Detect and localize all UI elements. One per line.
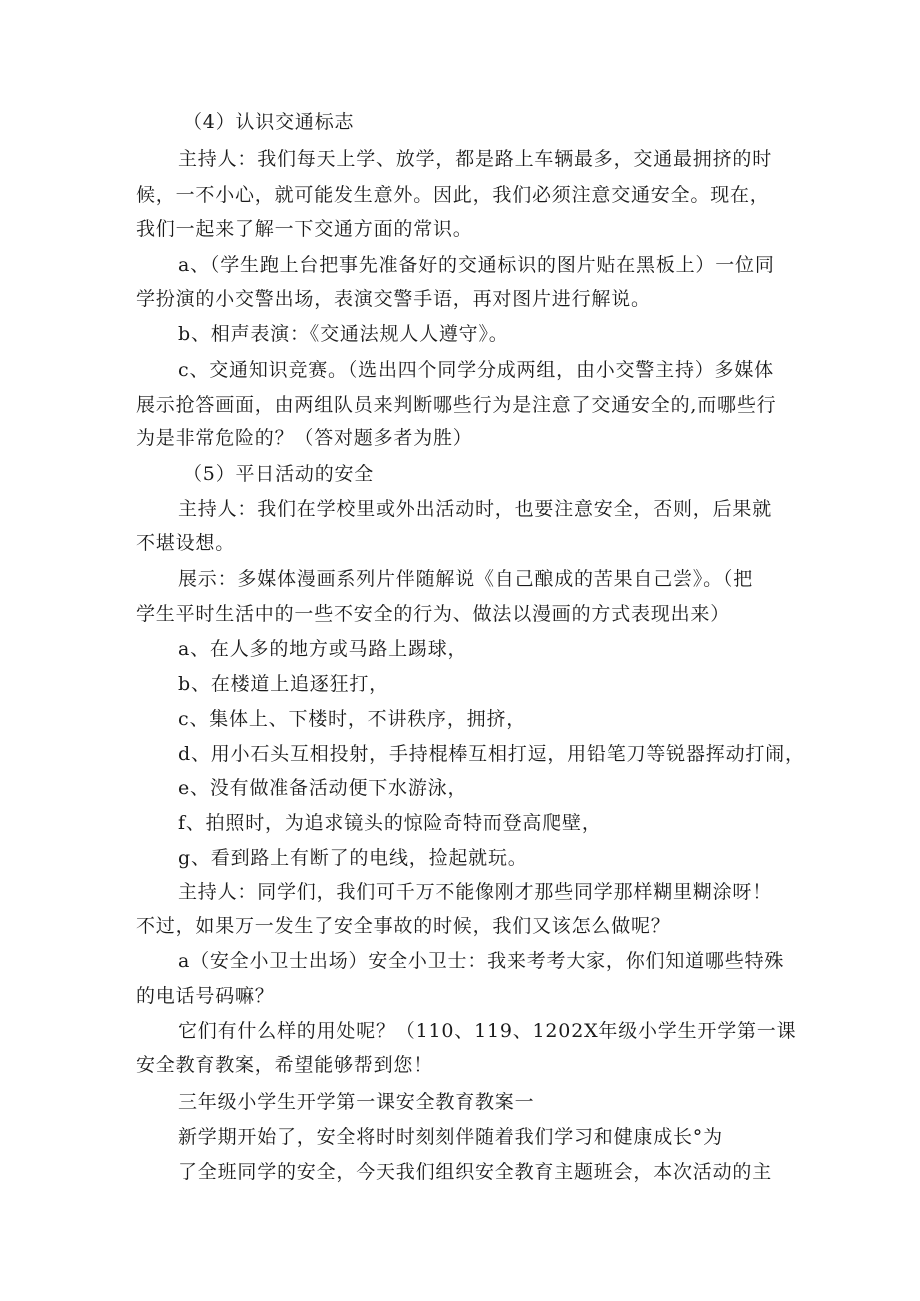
paragraph-line: 主持人：我们每天上学、放学，都是路上车辆最多，交通最拥挤的时 [178,148,773,170]
paragraph-line: 不过，如果万一发生了安全事故的时候，我们又该怎么做呢？ [136,915,671,937]
paragraph-line: 新学期开始了，安全将时时刻刻伴随着我们学习和健康成长°为 [178,1126,723,1148]
paragraph-line: 候，一不小心，就可能发生意外。因此，我们必须注意交通安全。现在， [136,184,770,206]
list-item: g、看到路上有断了的电线，捡起就玩。 [178,847,528,869]
list-item: b、在楼道上追逐狂打， [178,673,389,695]
paragraph-line: a、（学生跑上台把事先准备好的交通标识的图片贴在黑板上）一位同 [178,254,775,276]
paragraph-line: a（安全小卫士出场）安全小卫士：我来考考大家，你们知道哪些特殊 [178,950,785,972]
paragraph-line: 我们一起来了解一下交通方面的常识。 [136,218,473,240]
paragraph-line: b、相声表演：《交通法规人人遵守》。 [178,323,509,345]
paragraph-line: 学扮演的小交警出场，表演交警手语，再对图片进行解说。 [136,288,651,310]
section-heading-traffic-signs: （4）认识交通标志 [183,111,355,133]
list-item: f、拍照时，为追求镜头的惊险奇特而登高爬壁， [178,812,602,834]
paragraph-line: 为是非常危险的？（答对题多者为胜） [136,427,473,449]
paragraph-line: 学生平时生活中的一些不安全的行为、做法以漫画的方式表现出来） [136,603,731,625]
paragraph-line: 不堪设想。 [136,532,236,554]
paragraph-line: 展示：多媒体漫画系列片伴随解说《自己酿成的苦果自己尝》。（把 [178,568,754,590]
document-subtitle: 三年级小学生开学第一课安全教育教案一 [178,1091,535,1113]
paragraph-line: 了全班同学的安全，今天我们组织安全教育主题班会，本次活动的主 [178,1161,773,1183]
paragraph-line: 它们有什么样的用处呢？（110、119、1202X年级小学生开学第一课 [178,1020,797,1042]
paragraph-line: 展示抢答画面，由两组队员来判断哪些行为是注意了交通安全的,而哪些行 [136,394,777,416]
section-heading-daily-activity-safety: （5）平日活动的安全 [183,463,375,485]
list-item: a、在人多的地方或马路上踢球， [178,638,468,660]
paragraph-line: c、交通知识竞赛。（选出四个同学分成两组，由小交警主持）多媒体 [178,359,774,381]
list-item: e、没有做准备活动便下水游泳， [178,777,468,799]
paragraph-line: 的电话号码嘛？ [136,985,275,1007]
list-item: c、集体上、下楼时，不讲秩序，拥挤， [178,708,527,730]
paragraph-line: 主持人：我们在学校里或外出活动时，也要注意安全，否则，后果就 [178,498,773,520]
list-item: d、用小石头互相投射，手持棍棒互相打逗，用铅笔刀等锐器挥动打闹， [178,743,805,765]
paragraph-line: 安全教育教案，希望能够帮到您！ [136,1054,434,1076]
paragraph-line: 主持人：同学们，我们可千万不能像刚才那些同学那样糊里糊涂呀！ [178,881,773,903]
